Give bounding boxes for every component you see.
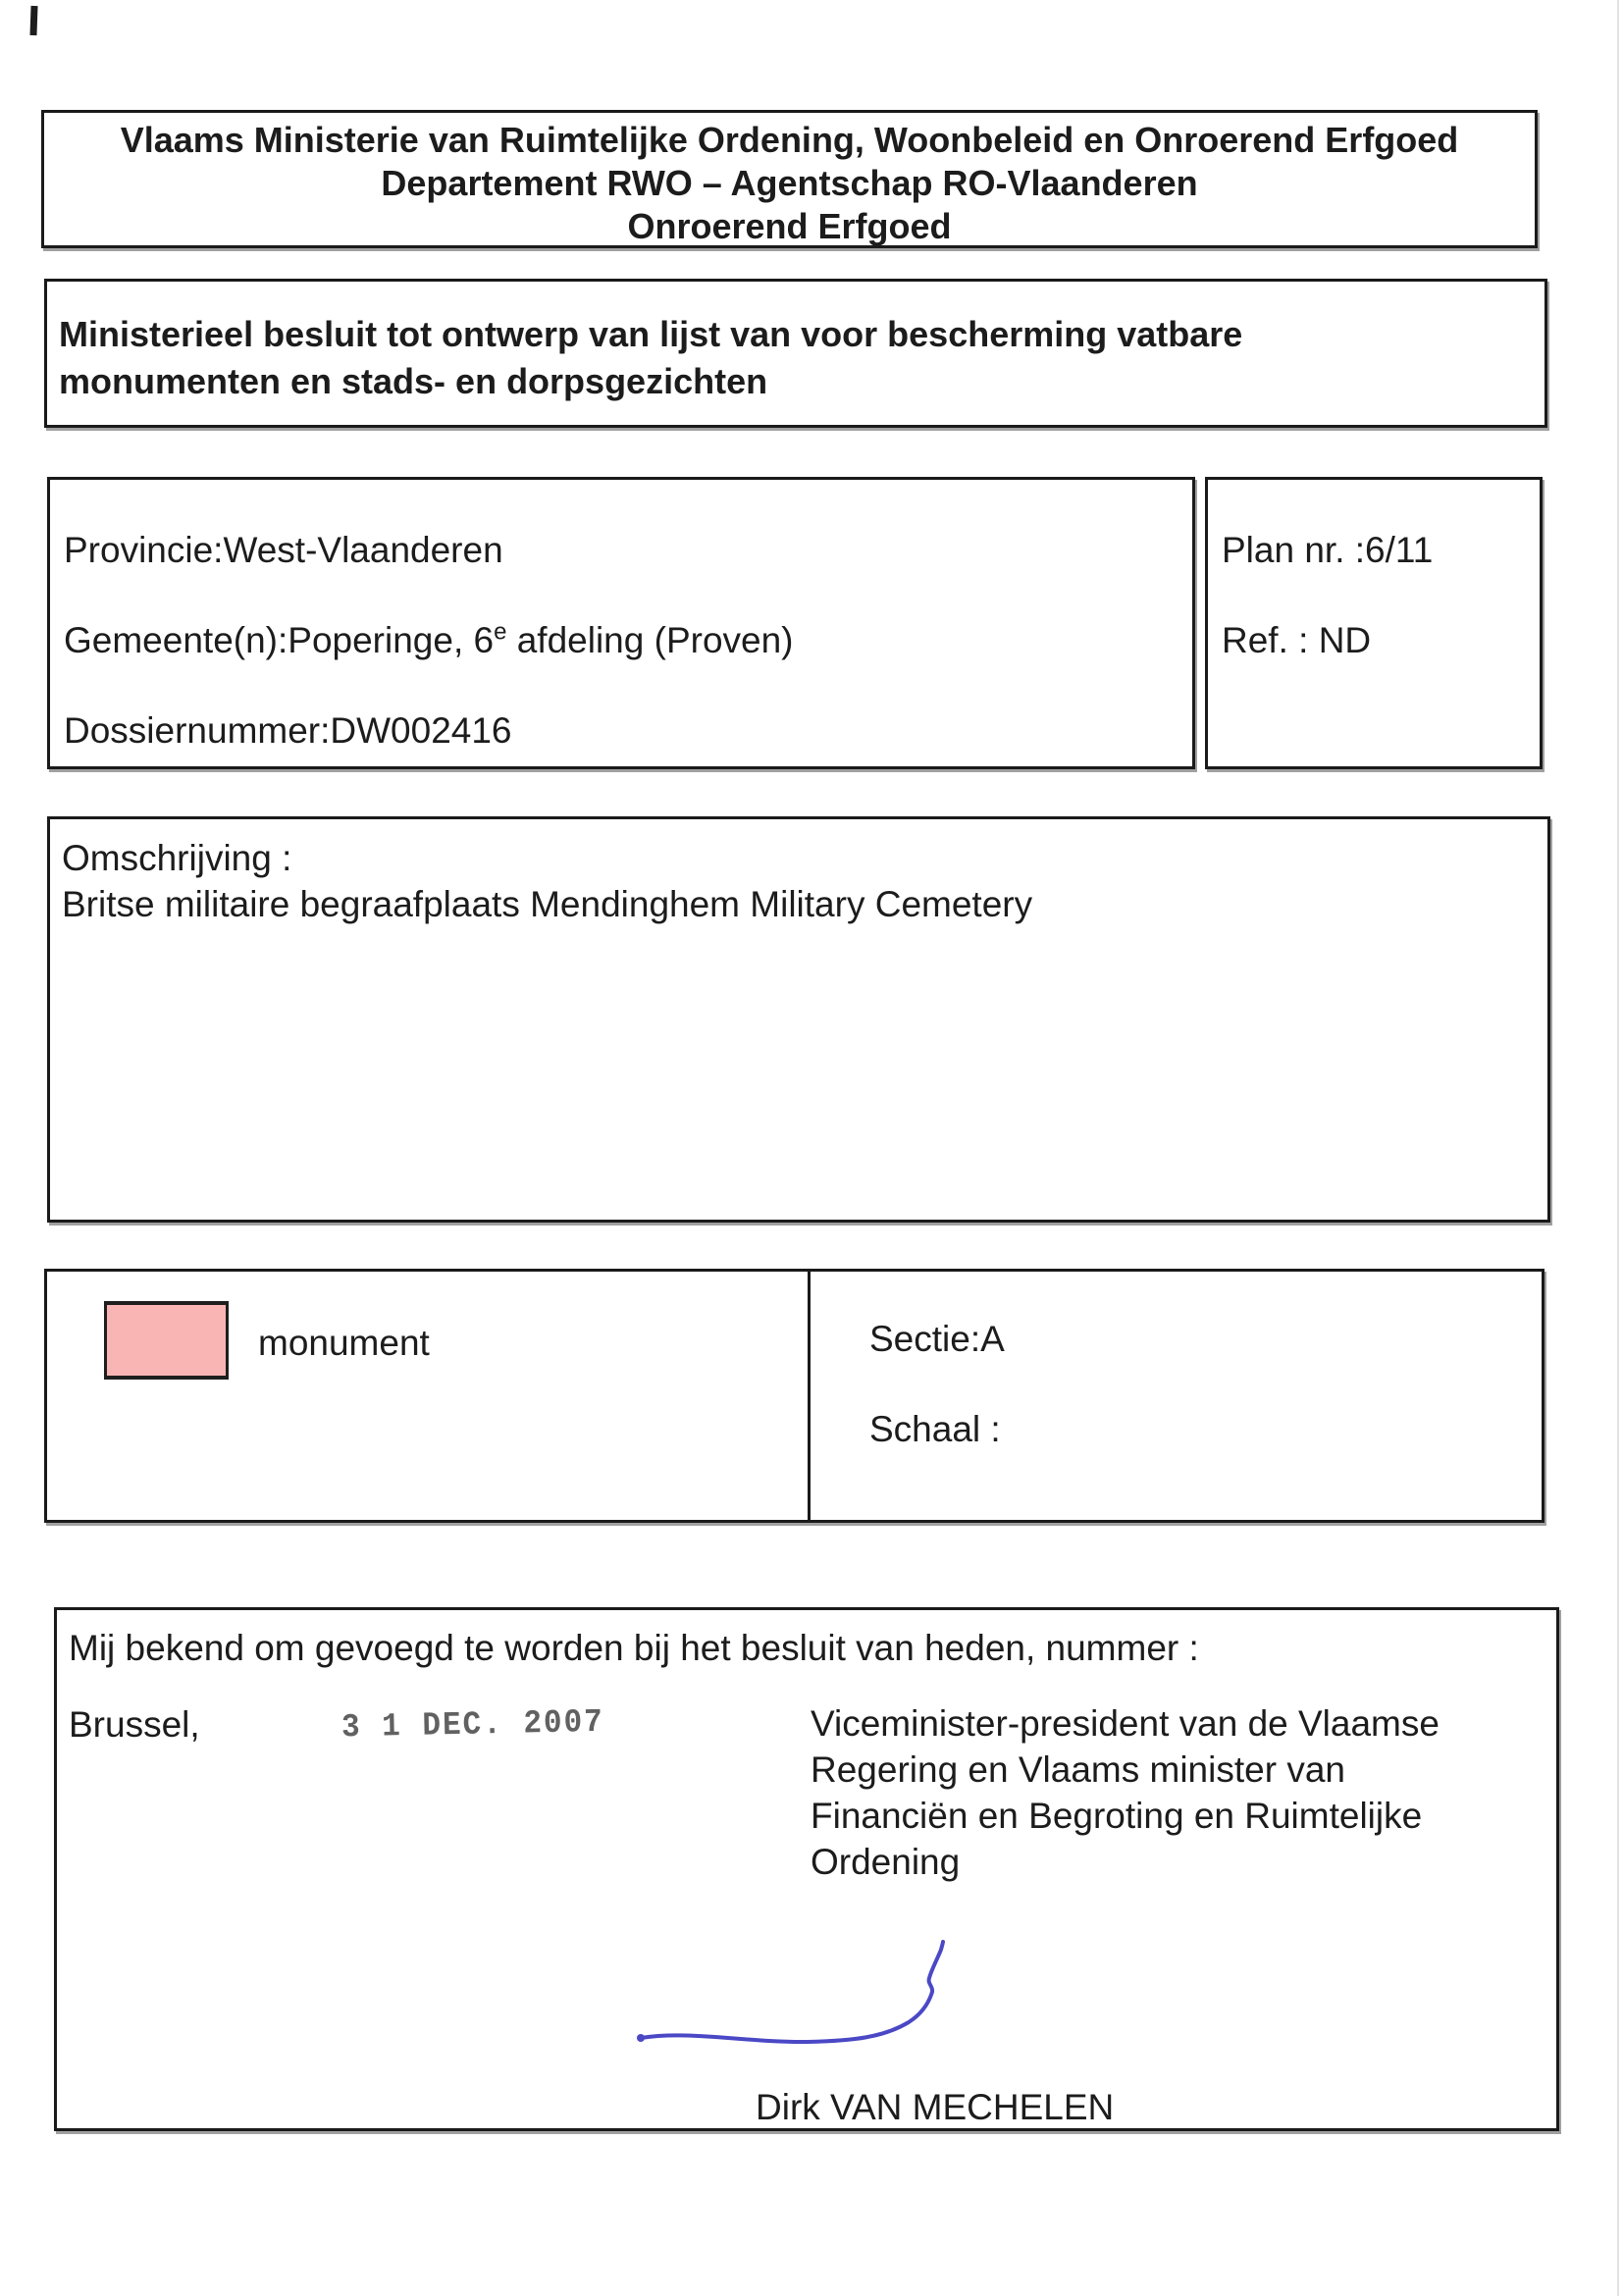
decree-title-text: Ministerieel besluit tot ontwerp van lijst van voor bescherming vatbare monumenten en stads- en dorpsgezichten bbox=[59, 314, 1243, 401]
ref-line: Ref. : ND bbox=[1222, 620, 1372, 660]
minister-title-line2: Regering en Vlaams minister van bbox=[811, 1749, 1345, 1790]
header-box bbox=[41, 110, 1538, 248]
legend-box bbox=[44, 1269, 1544, 1523]
monument-color-swatch bbox=[104, 1301, 229, 1380]
description-text: Britse militaire begraafplaats Mendinghem Military Cemetery bbox=[62, 884, 1033, 924]
scan-artifact-mark bbox=[29, 6, 37, 35]
signature-stroke bbox=[631, 1940, 974, 2056]
minister-title-block bbox=[811, 1700, 1440, 1885]
province-line: Provincie:West-Vlaanderen bbox=[64, 530, 503, 570]
plan-number-line: Plan nr. :6/11 bbox=[1222, 530, 1434, 570]
place-line: Brussel, bbox=[69, 1704, 200, 1745]
date-stamp: 3 1 DEC. 2007 bbox=[340, 1703, 605, 1748]
description-label: Omschrijving : bbox=[62, 838, 292, 878]
legend-left-cell bbox=[47, 1272, 808, 1520]
municipality-prefix: Gemeente(n):Poperinge, 6 bbox=[64, 620, 495, 660]
ministry-title-line3: Onroerend Erfgoed bbox=[627, 206, 952, 246]
municipality-suffix: afdeling (Proven) bbox=[506, 620, 794, 660]
scan-edge-line bbox=[1617, 0, 1619, 2296]
minister-title-line4: Ordening bbox=[811, 1842, 961, 1882]
ministry-title-line1: Vlaams Ministerie van Ruimtelijke Ordening, Woonbeleid en Onroerend Erfgoed bbox=[120, 120, 1459, 160]
statement-box bbox=[54, 1607, 1559, 2131]
minister-title-line3: Financiën en Begroting en Ruimtelijke bbox=[811, 1796, 1423, 1836]
schaal-line: Schaal : bbox=[869, 1409, 1001, 1449]
plan-ref-box bbox=[1205, 477, 1543, 769]
municipality-line bbox=[64, 619, 1192, 662]
ministry-title-line2: Departement RWO – Agentschap RO-Vlaanderen bbox=[381, 163, 1198, 203]
minister-title-line1: Viceminister-president van de Vlaamse bbox=[811, 1703, 1440, 1744]
municipality-superscript: e bbox=[494, 618, 507, 646]
dossier-number-line: Dossiernummer:DW002416 bbox=[64, 710, 512, 751]
sectie-line: Sectie:A bbox=[869, 1319, 1005, 1359]
monument-legend-label: monument bbox=[258, 1323, 430, 1363]
dossier-info-box bbox=[47, 477, 1195, 769]
decree-title-box bbox=[44, 279, 1547, 428]
legend-right-cell bbox=[808, 1272, 1542, 1520]
signatory-name: Dirk VAN MECHELEN bbox=[756, 2087, 1115, 2127]
description-box bbox=[47, 816, 1550, 1223]
signature-path bbox=[641, 1942, 943, 2042]
statement-line: Mij bekend om gevoegd te worden bij het besluit van heden, nummer : bbox=[69, 1628, 1199, 1668]
